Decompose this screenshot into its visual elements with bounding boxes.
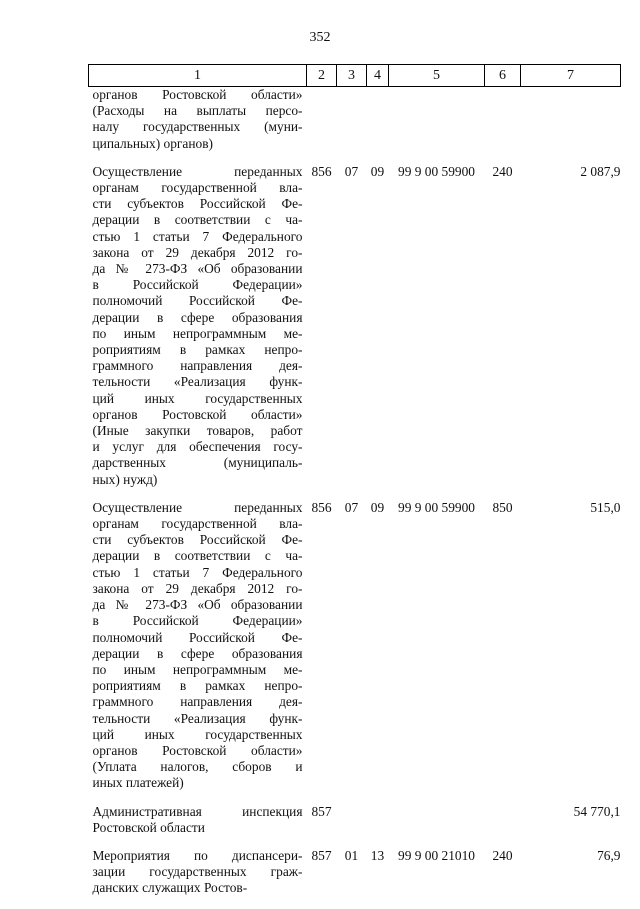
ministry-code: 856 <box>311 499 332 515</box>
description-line: Осуществление переданных <box>92 499 303 515</box>
row-description <box>89 804 307 848</box>
subsection-code: 13 <box>370 847 385 863</box>
description-line: Мероприятия по диспансери- <box>92 847 303 863</box>
expense-type-code <box>485 87 521 164</box>
subsection-code: 09 <box>370 163 385 179</box>
description-line: ципальных) органов) <box>92 135 213 151</box>
description-line: дерации в сфере образования <box>92 309 303 325</box>
description-line: в Российской Федерации» <box>92 277 303 293</box>
col-header-3: 3 <box>337 65 367 87</box>
expense-type-code: 240 <box>492 163 513 179</box>
description-line: граммного направления дея- <box>92 358 303 374</box>
description-line: в Российской Федерации» <box>92 613 303 629</box>
description-line: закона от 29 декабря 2012 го- <box>92 580 303 596</box>
col-header-1: 1 <box>89 65 307 87</box>
table-header-row <box>89 65 621 87</box>
description-line: по иным непрограммным ме- <box>92 325 303 341</box>
col-header-6: 6 <box>485 65 521 87</box>
description-line: дарственных (муниципаль- <box>92 455 303 471</box>
description-line: (Иные закупки товаров, работ <box>92 423 303 439</box>
target-article-code: 99 9 00 59900 <box>398 163 475 179</box>
description-line: тельности «Реализация функ- <box>92 374 303 390</box>
description-line: дерации в соответствии с ча- <box>92 212 303 228</box>
row-description <box>89 848 307 909</box>
section-code <box>337 87 367 164</box>
row-description <box>89 500 307 804</box>
description-line: стью 1 статьи 7 Федерального <box>92 564 303 580</box>
description-line: Осуществление переданных <box>92 163 303 179</box>
col-header-5: 5 <box>389 65 485 87</box>
description-line: налу государственных (муни- <box>92 119 303 135</box>
table-row <box>89 87 621 164</box>
row-description <box>89 87 307 164</box>
expense-type-code: 240 <box>492 847 513 863</box>
section-code: 07 <box>344 499 359 515</box>
target-article-code: 99 9 00 59900 <box>398 499 475 515</box>
table-row <box>89 500 621 804</box>
description-line: органов Ростовской области» <box>92 406 303 422</box>
ministry-code: 856 <box>311 163 332 179</box>
description-line: и услуг для обеспечения госу- <box>92 439 303 455</box>
description-line: Ростовской области <box>92 819 205 835</box>
description-line: сти субъектов Российской Фе- <box>92 196 303 212</box>
target-article-code <box>389 804 485 848</box>
description-line: зации государственных граж- <box>92 864 303 880</box>
table-row <box>89 848 621 909</box>
description-line: органам государственной вла- <box>92 180 303 196</box>
description-line: сти субъектов Российской Фе- <box>92 532 303 548</box>
target-article-code <box>389 87 485 164</box>
description-line: закона от 29 декабря 2012 го- <box>92 244 303 260</box>
ministry-code: 857 <box>311 803 332 819</box>
description-line: роприятиям в рамках непро- <box>92 678 303 694</box>
amount-value: 515,0 <box>590 499 621 515</box>
budget-table <box>88 64 621 909</box>
description-line: ций иных государственных <box>92 390 303 406</box>
description-line: да № 273-ФЗ «Об образовании <box>92 597 303 613</box>
amount-value <box>521 87 621 164</box>
col-header-7: 7 <box>521 65 621 87</box>
description-line: да № 273-ФЗ «Об образовании <box>92 261 303 277</box>
target-article-code: 99 9 00 21010 <box>398 847 475 863</box>
section-code: 01 <box>344 847 359 863</box>
description-line: полномочий Российской Фе- <box>92 293 303 309</box>
ministry-code <box>307 87 337 164</box>
description-line: органов Ростовской области» <box>92 742 303 758</box>
description-line: дерации в сфере образования <box>92 645 303 661</box>
description-line: данских служащих Ростов- <box>92 880 248 896</box>
table-row <box>89 804 621 848</box>
description-line: иных платежей) <box>92 775 184 791</box>
section-code: 07 <box>344 163 359 179</box>
expense-type-code <box>485 804 521 848</box>
section-code <box>337 804 367 848</box>
col-header-4: 4 <box>367 65 389 87</box>
description-line: органам государственной вла- <box>92 516 303 532</box>
description-line: (Расходы на выплаты персо- <box>92 103 303 119</box>
table-row <box>89 164 621 500</box>
description-line: (Уплата налогов, сборов и <box>92 759 303 775</box>
amount-value: 54 770,1 <box>573 803 621 819</box>
expense-type-code: 850 <box>492 499 513 515</box>
ministry-code: 857 <box>311 847 332 863</box>
page-number: 352 <box>309 30 331 45</box>
subsection-code: 09 <box>370 499 385 515</box>
description-line: граммного направления дея- <box>92 694 303 710</box>
description-line: ных) нужд) <box>92 471 158 487</box>
amount-value: 76,9 <box>597 847 621 863</box>
description-line: тельности «Реализация функ- <box>92 710 303 726</box>
description-line: по иным непрограммным ме- <box>92 661 303 677</box>
description-line: Административная инспекция <box>92 803 303 819</box>
description-line: органов Ростовской области» <box>92 87 303 102</box>
description-line: роприятиям в рамках непро- <box>92 342 303 358</box>
row-description <box>89 164 307 500</box>
description-line: дерации в соответствии с ча- <box>92 548 303 564</box>
description-line: стью 1 статьи 7 Федерального <box>92 228 303 244</box>
description-line: ций иных государственных <box>92 726 303 742</box>
table-body <box>89 87 621 909</box>
subsection-code <box>367 804 389 848</box>
description-line: полномочий Российской Фе- <box>92 629 303 645</box>
subsection-code <box>367 87 389 164</box>
amount-value: 2 087,9 <box>580 163 621 179</box>
col-header-2: 2 <box>307 65 337 87</box>
